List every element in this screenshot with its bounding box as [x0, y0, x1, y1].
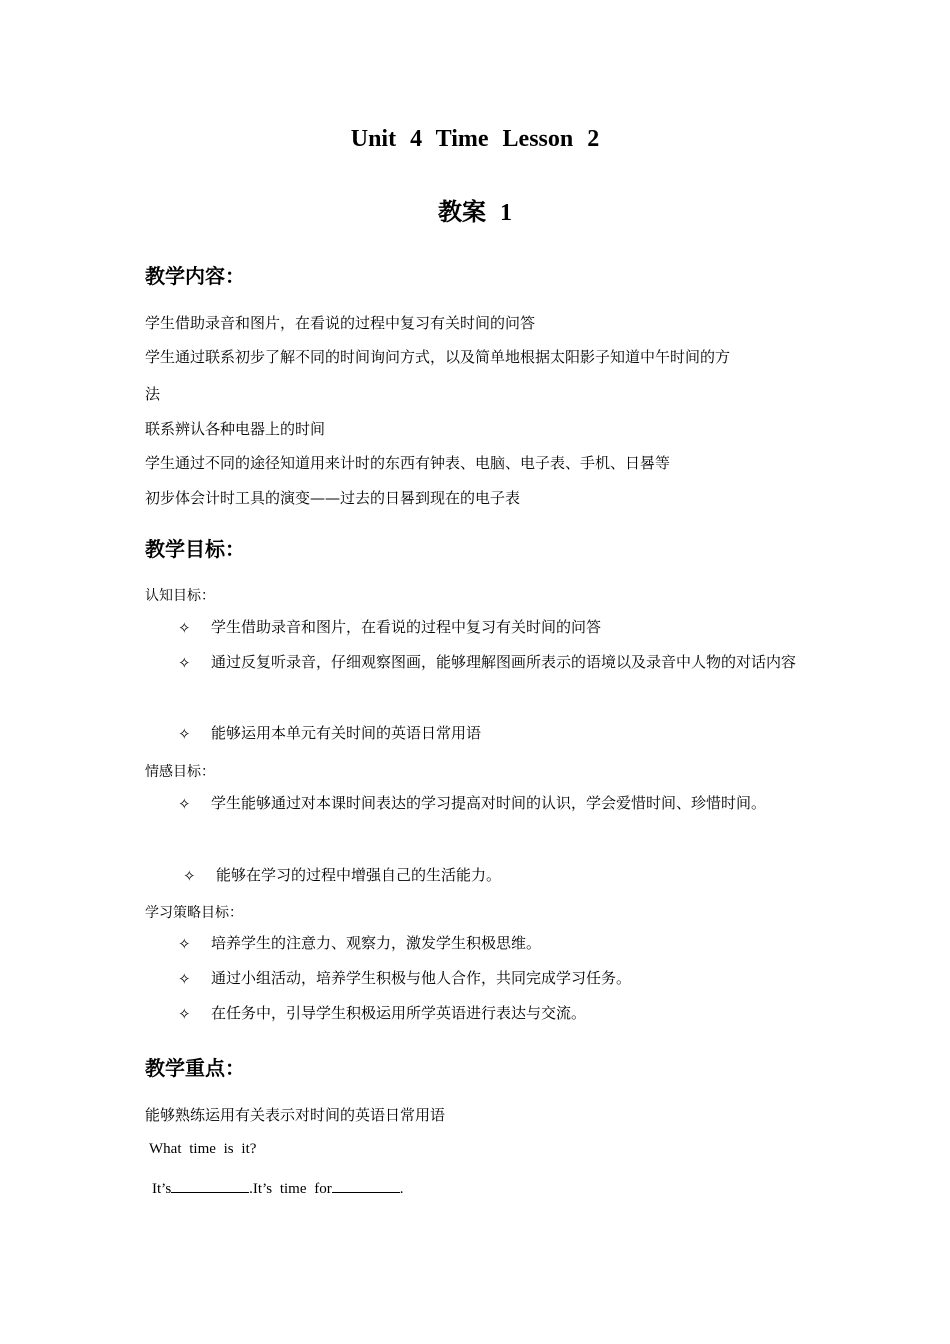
content-line: 学生通过不同的途径知道用来计时的东西有钟表、电脑、电子表、手机、日晷等	[145, 454, 671, 472]
content-line: 法	[145, 385, 161, 403]
list-item-text: 能够在学习的过程中增强自己的生活能力。	[216, 866, 502, 884]
bullet-icon: ✧	[183, 867, 196, 885]
content-line: 联系辨认各种电器上的时间	[145, 420, 326, 438]
bullet-icon: ✧	[178, 1005, 191, 1023]
document-title: Unit 4 Time Lesson 2	[350, 126, 600, 152]
example-answer	[152, 1178, 404, 1198]
answer-part-2: .It’s time for	[249, 1181, 332, 1197]
list-item-text: 能够运用本单元有关时间的英语日常用语	[211, 724, 482, 742]
bullet-icon: ✧	[178, 795, 191, 813]
bullet-icon: ✧	[178, 654, 191, 672]
list-item-text: 学生借助录音和图片，在看说的过程中复习有关时间的问答	[211, 618, 602, 636]
example-question: What time is it?	[149, 1141, 257, 1157]
emotional-goals-label: 情感目标：	[145, 764, 215, 780]
heading-teaching-focus: 教学重点：	[145, 1056, 245, 1080]
bullet-icon: ✧	[178, 935, 191, 953]
bullet-icon: ✧	[178, 970, 191, 988]
strategy-goals-label: 学习策略目标：	[145, 905, 243, 921]
focus-line: 能够熟练运用有关表示对时间的英语日常用语	[145, 1106, 446, 1124]
document-subtitle: 教案 1	[438, 200, 512, 226]
list-item-text: 培养学生的注意力、观察力，激发学生积极思维。	[211, 934, 542, 952]
answer-blank-2	[332, 1178, 400, 1193]
list-item-text: 学生能够通过对本课时间表达的学习提高对时间的认识，学会爱惜时间、珍惜时间。	[211, 794, 767, 812]
list-item-text: 通过小组活动，培养学生积极与他人合作，共同完成学习任务。	[211, 969, 632, 987]
list-item-text: 通过反复听录音，仔细观察图画，能够理解图画所表示的语境以及录音中人物的对话内容	[211, 653, 797, 671]
cognitive-goals-label: 认知目标：	[145, 588, 215, 604]
heading-teaching-goals: 教学目标：	[145, 537, 245, 561]
answer-blank-1	[171, 1178, 249, 1193]
content-line: 学生借助录音和图片，在看说的过程中复习有关时间的问答	[145, 314, 536, 332]
content-line: 学生通过联系初步了解不同的时间询问方式，以及简单地根据太阳影子知道中午时间的方	[145, 348, 731, 366]
answer-part-1: It’s	[152, 1181, 172, 1197]
bullet-icon: ✧	[178, 619, 191, 637]
heading-teaching-content: 教学内容：	[145, 264, 245, 288]
bullet-icon: ✧	[178, 725, 191, 743]
list-item-text: 在任务中，引导学生积极运用所学英语进行表达与交流。	[211, 1004, 587, 1022]
content-line: 初步体会计时工具的演变——过去的日晷到现在的电子表	[145, 489, 521, 507]
answer-part-3: .	[399, 1181, 404, 1197]
